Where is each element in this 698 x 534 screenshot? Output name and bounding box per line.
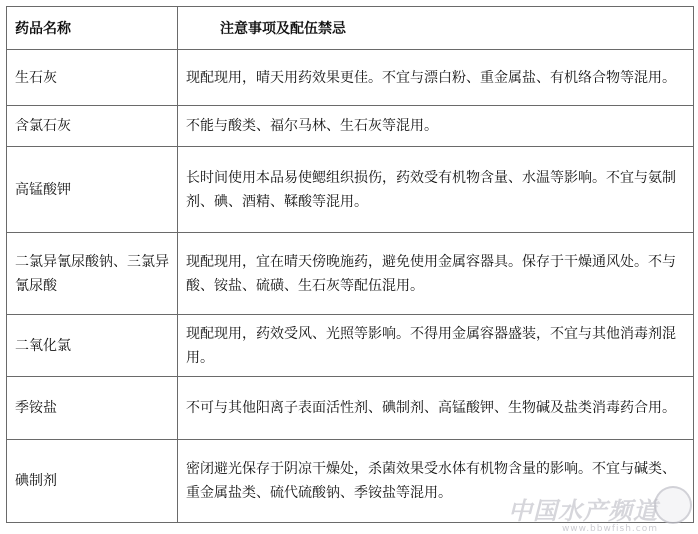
notes-cell: 不可与其他阳离子表面活性剂、碘制剂、高锰酸钾、生物碱及盐类消毒药合用。: [178, 377, 694, 440]
table-row: [7, 233, 694, 315]
notes-cell: 现配现用，药效受风、光照等影响。不得用金属容器盛装，不宜与其他消毒剂混用。: [178, 315, 694, 377]
drug-name-cell: 季铵盐: [7, 377, 178, 440]
drug-name-cell: 生石灰: [7, 50, 178, 106]
drug-name-cell: 二氯异氰尿酸钠、三氯异氰尿酸: [7, 233, 178, 315]
notes-cell: 现配现用，晴天用药效果更佳。不宜与漂白粉、重金属盐、有机络合物等混用。: [178, 50, 694, 106]
header-notes: 注意事项及配伍禁忌: [178, 7, 694, 50]
drug-compatibility-table: [6, 6, 694, 523]
table-row: [7, 50, 694, 106]
table-row: [7, 315, 694, 377]
notes-cell: 现配现用，宜在晴天傍晚施药，避免使用金属容器具。保存于干燥通风处。不与酸、铵盐、硫磺、生石灰等配伍混用。: [178, 233, 694, 315]
watermark-url: www.bbwfish.com: [561, 524, 658, 534]
header-drug-name: 药品名称: [7, 7, 178, 50]
notes-cell: 不能与酸类、福尔马林、生石灰等混用。: [178, 106, 694, 147]
watermark-logo-text: 中国水产频道: [508, 497, 658, 525]
drug-name-cell: 高锰酸钾: [7, 147, 178, 233]
notes-cell: 长时间使用本品易使鳃组织损伤，药效受有机物含量、水温等影响。不宜与氨制剂、碘、酒精、鞣酸等混用。: [178, 147, 694, 233]
table-row: [7, 106, 694, 147]
table-row: [7, 147, 694, 233]
drug-name-cell: 二氧化氯: [7, 315, 178, 377]
table-header-row: [7, 7, 694, 50]
globe-icon: [654, 486, 692, 524]
notes-cell: 密闭避光保存于阴凉干燥处，杀菌效果受水体有机物含量的影响。不宜与碱类、重金属盐类、硫代硫酸钠、季铵盐等混用。: [178, 440, 694, 523]
drug-name-cell: 碘制剂: [7, 440, 178, 523]
table-row: [7, 377, 694, 440]
drug-name-cell: 含氯石灰: [7, 106, 178, 147]
